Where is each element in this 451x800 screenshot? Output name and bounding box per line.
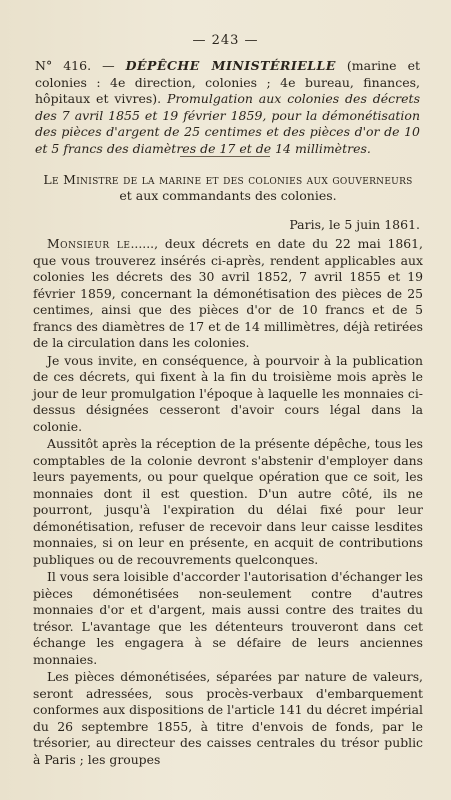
paragraph-1-text: ......, deux décrets en date du 22 mai 1861, que vous trouverez insérés ci-après, rendent applicables aux colonies les décrets des 30 avril 1852, 7 avril 1855 et 19 février 1859, concernant la démonétisation des pièces de 25 centimes, ainsi que des pièces d'or de 10 francs et de 5 francs des diamètres de 17 et de 14 millimètres, déjà retirées de la circulation dans les colonies. (33, 236, 423, 350)
address-line-1: Le Ministre de la marine et des colonies aux gouverneurs (43, 172, 413, 187)
paragraph-5: Les pièces démonétisées, séparées par nature de valeurs, seront adressées, sous procès-verbaux d'embarquement conformes aux dispositions de l'article 141 du décret impérial du 26 septembre 1855, à titre d'envois de fonds, par le trésorier, au directeur des caisses centrales du trésor public à Paris ; les groupes (33, 669, 423, 767)
notice-header (35, 58, 420, 157)
address-block (33, 172, 423, 204)
notice-summary: Promulgation aux colonies des décrets des 7 avril 1855 et 19 février 1859, pour la démonétisation des pièces d'argent de 25 centimes et des pièces d'or de 10 et 5 francs des diamètres de 17 et de 14 millimètres. (35, 91, 420, 156)
notice-title: DÉPÊCHE MINISTÉRIELLE (125, 58, 336, 73)
salutation: Monsieur le (47, 236, 131, 251)
page-number: — 243 — (192, 33, 259, 48)
paragraph-4: Il vous sera loisible d'accorder l'autorisation d'échanger les pièces démonétisées non-seulement contre d'autres monnaies d'or et d'argent, mais aussi contre des traites du trésor. L'avantage que les détenteurs trouveront dans cet échange les engagera à se défaire de leurs anciennes monnaies. (33, 569, 423, 667)
divider-rule (180, 156, 270, 157)
address-line-2: et aux commandants des colonies. (119, 188, 337, 203)
letter-body (33, 236, 423, 769)
paragraph-1 (33, 236, 423, 352)
dateline: Paris, le 5 juin 1861. (289, 217, 420, 232)
paragraph-2: Je vous invite, en conséquence, à pourvoir à la publication de ces décrets, qui fixent à la fin du troisième mois après le jour de leur promulgation l'époque à laquelle les monnaies ci-dessus désignées cesseront d'avoir cours légal dans la colonie. (33, 352, 423, 434)
notice-subtitle: (marine et colonies : 4e direction, colonies ; 4e bureau, finances, hôpitaux et vivres). (35, 58, 420, 106)
paragraph-3: Aussitôt après la réception de la présente dépêche, tous les comptables de la colonie devront s'abstenir d'employer dans leurs payements, ou pour quelque opération que ce soit, les monnaies dont il est question. D'un autre côté, ils ne pourront, jusqu'à l'expiration du délai fixé pour leur démonétisation, refuser de recevoir dans leur caisse lesdites monnaies, si on leur en présente, en acquit de contributions publiques ou de recouvrements quelconques. (33, 436, 423, 567)
notice-number: N° 416. — (35, 58, 126, 73)
